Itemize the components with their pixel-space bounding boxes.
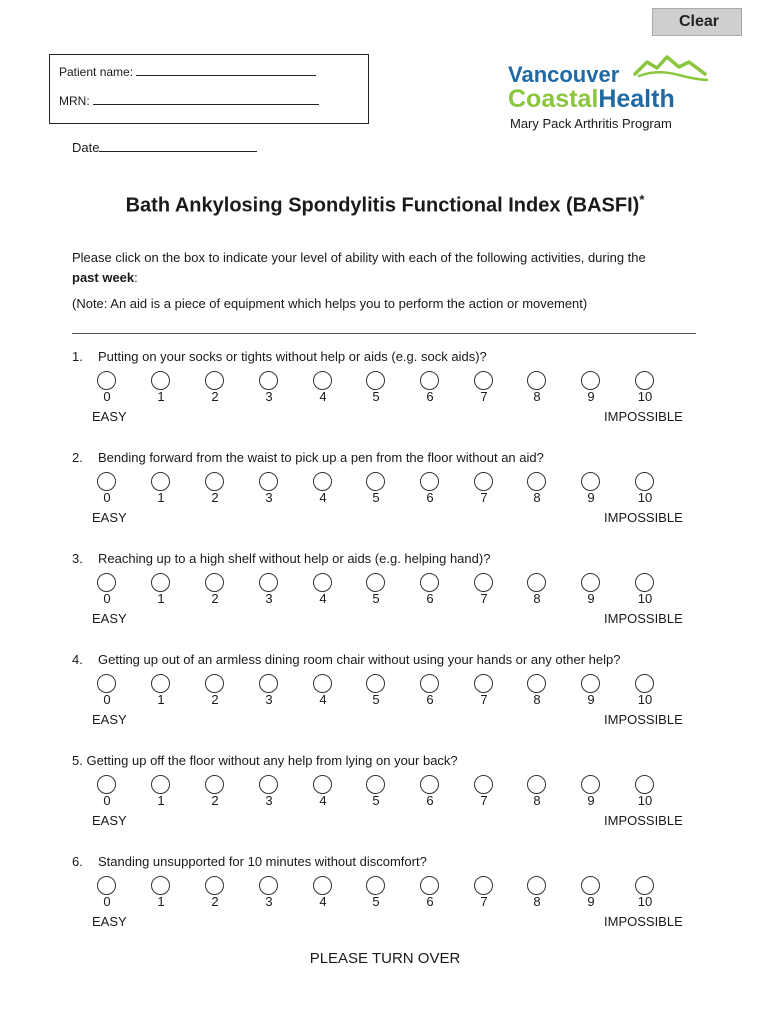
rating-radio-4[interactable] (313, 371, 332, 390)
rating-label: 9 (587, 389, 595, 404)
rating-label: 8 (533, 389, 541, 404)
rating-radio-9[interactable] (581, 775, 600, 794)
scale-low-label: EASY (92, 510, 127, 525)
rating-label: 1 (157, 389, 165, 404)
rating-radio-9[interactable] (581, 876, 600, 895)
rating-radio-2[interactable] (205, 876, 224, 895)
rating-label: 10 (637, 490, 653, 505)
rating-radio-1[interactable] (151, 371, 170, 390)
rating-label: 10 (637, 692, 653, 707)
rating-radio-4[interactable] (313, 876, 332, 895)
rating-radio-2[interactable] (205, 775, 224, 794)
rating-label: 1 (157, 894, 165, 909)
rating-label: 0 (103, 591, 111, 606)
scale-high-label: IMPOSSIBLE (604, 813, 683, 828)
rating-radio-4[interactable] (313, 674, 332, 693)
rating-radio-5[interactable] (366, 371, 385, 390)
rating-radio-6[interactable] (420, 573, 439, 592)
rating-label: 10 (637, 894, 653, 909)
rating-label: 1 (157, 591, 165, 606)
rating-radio-5[interactable] (366, 472, 385, 491)
rating-label: 3 (265, 692, 273, 707)
rating-radio-10[interactable] (635, 674, 654, 693)
question-number: 6. (72, 854, 83, 869)
divider (72, 333, 696, 334)
instructions-note: (Note: An aid is a piece of equipment which helps you to perform the action or movement) (72, 296, 588, 311)
rating-radio-0[interactable] (97, 573, 116, 592)
rating-radio-10[interactable] (635, 472, 654, 491)
rating-radio-0[interactable] (97, 775, 116, 794)
rating-radio-3[interactable] (259, 674, 278, 693)
instructions-line2: past week: (72, 270, 138, 285)
rating-label: 9 (587, 692, 595, 707)
rating-label: 1 (157, 692, 165, 707)
rating-radio-0[interactable] (97, 674, 116, 693)
rating-label: 6 (426, 490, 434, 505)
rating-radio-5[interactable] (366, 573, 385, 592)
rating-label: 3 (265, 490, 273, 505)
rating-label: 2 (211, 389, 219, 404)
rating-label: 7 (480, 894, 488, 909)
scale-high-label: IMPOSSIBLE (604, 611, 683, 626)
rating-radio-4[interactable] (313, 573, 332, 592)
rating-label: 3 (265, 894, 273, 909)
question-5 (0, 753, 770, 853)
rating-radio-4[interactable] (313, 472, 332, 491)
question-number: 4. (72, 652, 83, 667)
rating-radio-7[interactable] (474, 775, 493, 794)
rating-radio-10[interactable] (635, 371, 654, 390)
clear-button[interactable]: Clear (652, 8, 742, 36)
rating-label: 7 (480, 490, 488, 505)
rating-label: 4 (319, 894, 327, 909)
rating-radio-3[interactable] (259, 371, 278, 390)
question-6 (0, 854, 770, 954)
question-1 (0, 349, 770, 449)
rating-label: 2 (211, 591, 219, 606)
rating-radio-5[interactable] (366, 674, 385, 693)
rating-radio-1[interactable] (151, 573, 170, 592)
rating-radio-10[interactable] (635, 775, 654, 794)
question-3 (0, 551, 770, 651)
question-text: Standing unsupported for 10 minutes without discomfort? (98, 854, 427, 869)
rating-radio-8[interactable] (527, 876, 546, 895)
scale-high-label: IMPOSSIBLE (604, 914, 683, 929)
rating-radio-6[interactable] (420, 775, 439, 794)
rating-radio-1[interactable] (151, 472, 170, 491)
rating-label: 3 (265, 591, 273, 606)
question-text: 5. Getting up off the floor without any help from lying on your back? (72, 753, 458, 768)
rating-label: 4 (319, 793, 327, 808)
rating-radio-8[interactable] (527, 371, 546, 390)
question-number: 2. (72, 450, 83, 465)
rating-radio-3[interactable] (259, 775, 278, 794)
rating-label: 6 (426, 793, 434, 808)
question-number: 3. (72, 551, 83, 566)
rating-label: 5 (372, 490, 380, 505)
rating-radio-3[interactable] (259, 573, 278, 592)
rating-label: 4 (319, 490, 327, 505)
rating-radio-8[interactable] (527, 472, 546, 491)
program-name: Mary Pack Arthritis Program (510, 116, 672, 131)
rating-radio-5[interactable] (366, 876, 385, 895)
rating-radio-10[interactable] (635, 573, 654, 592)
rating-label: 3 (265, 793, 273, 808)
rating-label: 9 (587, 591, 595, 606)
rating-label: 3 (265, 389, 273, 404)
rating-radio-1[interactable] (151, 775, 170, 794)
rating-radio-9[interactable] (581, 371, 600, 390)
rating-radio-8[interactable] (527, 573, 546, 592)
rating-radio-1[interactable] (151, 674, 170, 693)
mrn-field[interactable] (93, 92, 319, 105)
rating-radio-7[interactable] (474, 876, 493, 895)
question-2 (0, 450, 770, 550)
mrn-row (59, 92, 319, 108)
rating-radio-6[interactable] (420, 876, 439, 895)
question-text: Reaching up to a high shelf without help or aids (e.g. helping hand)? (98, 551, 491, 566)
rating-label: 4 (319, 389, 327, 404)
rating-label: 0 (103, 894, 111, 909)
rating-label: 5 (372, 389, 380, 404)
logo-line2: CoastalHealth (508, 85, 675, 113)
rating-label: 0 (103, 490, 111, 505)
rating-label: 4 (319, 591, 327, 606)
rating-radio-0[interactable] (97, 371, 116, 390)
scale-low-label: EASY (92, 712, 127, 727)
rating-label: 1 (157, 490, 165, 505)
rating-label: 10 (637, 793, 653, 808)
rating-label: 9 (587, 793, 595, 808)
rating-radio-3[interactable] (259, 472, 278, 491)
rating-label: 9 (587, 894, 595, 909)
rating-label: 8 (533, 591, 541, 606)
rating-label: 0 (103, 793, 111, 808)
rating-radio-6[interactable] (420, 472, 439, 491)
rating-label: 10 (637, 591, 653, 606)
scale-high-label: IMPOSSIBLE (604, 409, 683, 424)
rating-label: 7 (480, 389, 488, 404)
date-field[interactable] (99, 139, 257, 152)
rating-radio-10[interactable] (635, 876, 654, 895)
question-text: Putting on your socks or tights without help or aids (e.g. sock aids)? (98, 349, 487, 364)
question-4 (0, 652, 770, 752)
rating-radio-2[interactable] (205, 371, 224, 390)
patient-name-row (59, 63, 316, 79)
rating-label: 7 (480, 692, 488, 707)
rating-label: 8 (533, 692, 541, 707)
rating-radio-9[interactable] (581, 674, 600, 693)
date-label: Date (72, 140, 100, 155)
rating-label: 6 (426, 591, 434, 606)
rating-radio-0[interactable] (97, 472, 116, 491)
rating-label: 5 (372, 894, 380, 909)
rating-radio-7[interactable] (474, 472, 493, 491)
scale-high-label: IMPOSSIBLE (604, 712, 683, 727)
question-number: 1. (72, 349, 83, 364)
logo-line1: Vancouver (508, 62, 620, 87)
rating-radio-5[interactable] (366, 775, 385, 794)
scale-low-label: EASY (92, 914, 127, 929)
scale-high-label: IMPOSSIBLE (604, 510, 683, 525)
rating-radio-7[interactable] (474, 674, 493, 693)
question-text: Bending forward from the waist to pick up a pen from the floor without an aid? (98, 450, 544, 465)
rating-label: 9 (587, 490, 595, 505)
rating-label: 5 (372, 793, 380, 808)
rating-label: 5 (372, 591, 380, 606)
rating-radio-2[interactable] (205, 674, 224, 693)
rating-radio-4[interactable] (313, 775, 332, 794)
patient-name-label: Patient name: (59, 65, 134, 79)
rating-label: 0 (103, 692, 111, 707)
rating-radio-1[interactable] (151, 876, 170, 895)
rating-label: 6 (426, 894, 434, 909)
title-asterisk: * (639, 192, 645, 207)
patient-info-box (49, 54, 369, 124)
rating-label: 0 (103, 389, 111, 404)
instructions-line1: Please click on the box to indicate your level of ability with each of the following activities, during the (72, 250, 646, 265)
page-title: Bath Ankylosing Spondylitis Functional Index (BASFI)* (125, 192, 645, 217)
rating-label: 7 (480, 591, 488, 606)
rating-radio-7[interactable] (474, 573, 493, 592)
rating-label: 2 (211, 490, 219, 505)
rating-label: 2 (211, 894, 219, 909)
vch-logo (507, 54, 712, 114)
rating-label: 6 (426, 389, 434, 404)
rating-radio-2[interactable] (205, 573, 224, 592)
rating-label: 7 (480, 793, 488, 808)
rating-label: 8 (533, 793, 541, 808)
rating-radio-8[interactable] (527, 674, 546, 693)
patient-name-field[interactable] (136, 63, 316, 76)
rating-label: 1 (157, 793, 165, 808)
scale-low-label: EASY (92, 611, 127, 626)
rating-label: 4 (319, 692, 327, 707)
rating-label: 8 (533, 490, 541, 505)
rating-label: 8 (533, 894, 541, 909)
scale-low-label: EASY (92, 813, 127, 828)
rating-radio-2[interactable] (205, 472, 224, 491)
mountain-logo-icon (507, 54, 712, 114)
rating-radio-0[interactable] (97, 876, 116, 895)
rating-label: 10 (637, 389, 653, 404)
rating-radio-6[interactable] (420, 674, 439, 693)
rating-radio-6[interactable] (420, 371, 439, 390)
rating-radio-7[interactable] (474, 371, 493, 390)
rating-label: 2 (211, 692, 219, 707)
rating-label: 5 (372, 692, 380, 707)
please-turn-over: PLEASE TURN OVER (309, 950, 461, 967)
rating-radio-9[interactable] (581, 472, 600, 491)
rating-radio-9[interactable] (581, 573, 600, 592)
rating-radio-3[interactable] (259, 876, 278, 895)
date-row (72, 139, 257, 155)
mrn-label: MRN: (59, 94, 90, 108)
question-text: Getting up out of an armless dining room chair without using your hands or any other help? (98, 652, 621, 667)
rating-radio-8[interactable] (527, 775, 546, 794)
rating-label: 2 (211, 793, 219, 808)
rating-label: 6 (426, 692, 434, 707)
scale-low-label: EASY (92, 409, 127, 424)
